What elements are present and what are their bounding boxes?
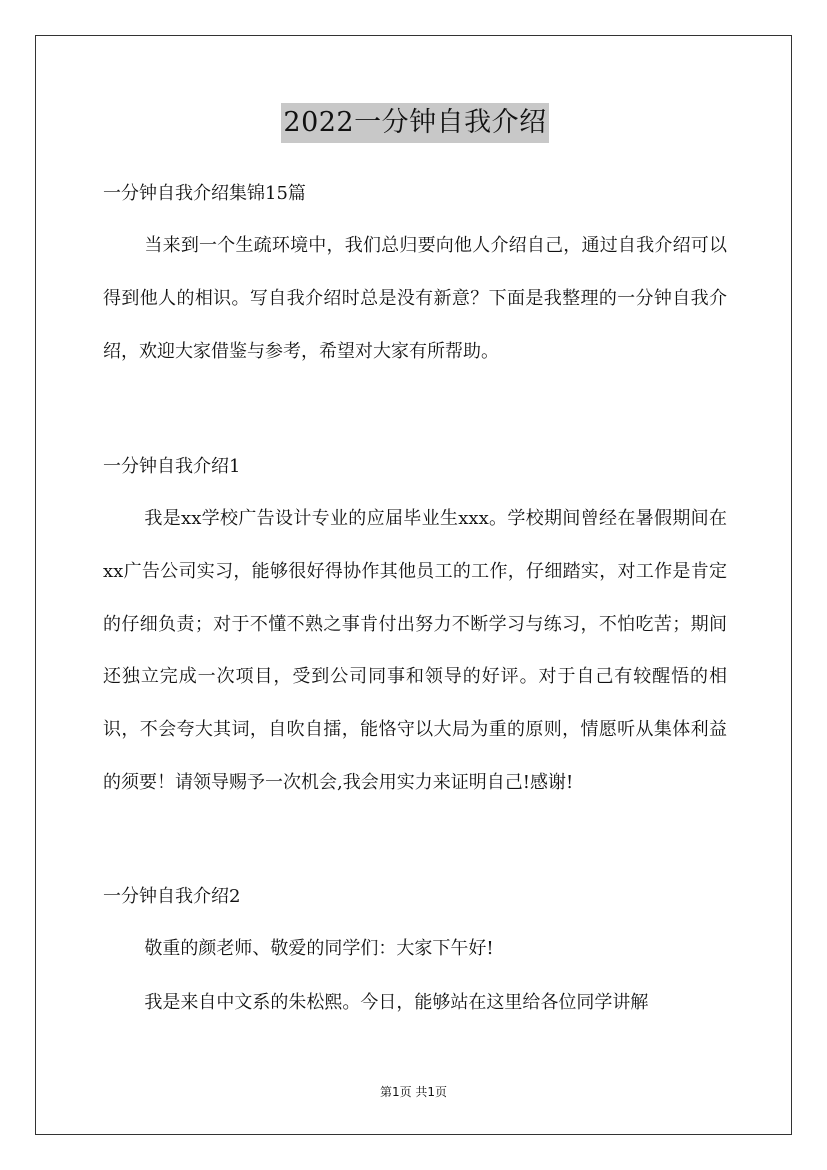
document-title: 2022一分钟自我介绍 bbox=[281, 103, 548, 143]
title-container bbox=[103, 103, 727, 143]
section-1-paragraph: 我是xx学校广告设计专业的应届毕业生xxx。学校期间曾经在暑假期间在xx广告公司实习，能够很好得协作其他员工的工作，仔细踏实，对工作是肯定的仔细负责；对于不懂不熟之事肯付出努力不断学习与练习，不怕吃苦；期间还独立完成一次项目，受到公司同事和领导的好评。对于自己有较醒悟的相识，不会夸大其词，自吹自擂，能恪守以大局为重的原则，情愿听从集体利益的须要！请领导赐予一次机会,我会用实力来证明自己!感谢! bbox=[103, 508, 727, 793]
section-2-greeting: 敬重的颜老师、敬爱的同学们：大家下午好! bbox=[144, 938, 494, 959]
collection-heading: 一分钟自我介绍集锦15篇 bbox=[103, 183, 306, 204]
page-footer: 第1页 共1页 bbox=[379, 1085, 448, 1099]
section-2-paragraph: 我是来自中文系的朱松熙。今日，能够站在这里给各位同学讲解 bbox=[144, 992, 649, 1013]
section-1-heading: 一分钟自我介绍1 bbox=[103, 456, 241, 477]
section-2-heading: 一分钟自我介绍2 bbox=[103, 886, 241, 907]
intro-paragraph: 当来到一个生疏环境中，我们总归要向他人介绍自己，通过自我介绍可以得到他人的相识。写自我介绍时总是没有新意？下面是我整理的一分钟自我介绍，欢迎大家借鉴与参考，希望对大家有所帮助。 bbox=[103, 235, 727, 362]
